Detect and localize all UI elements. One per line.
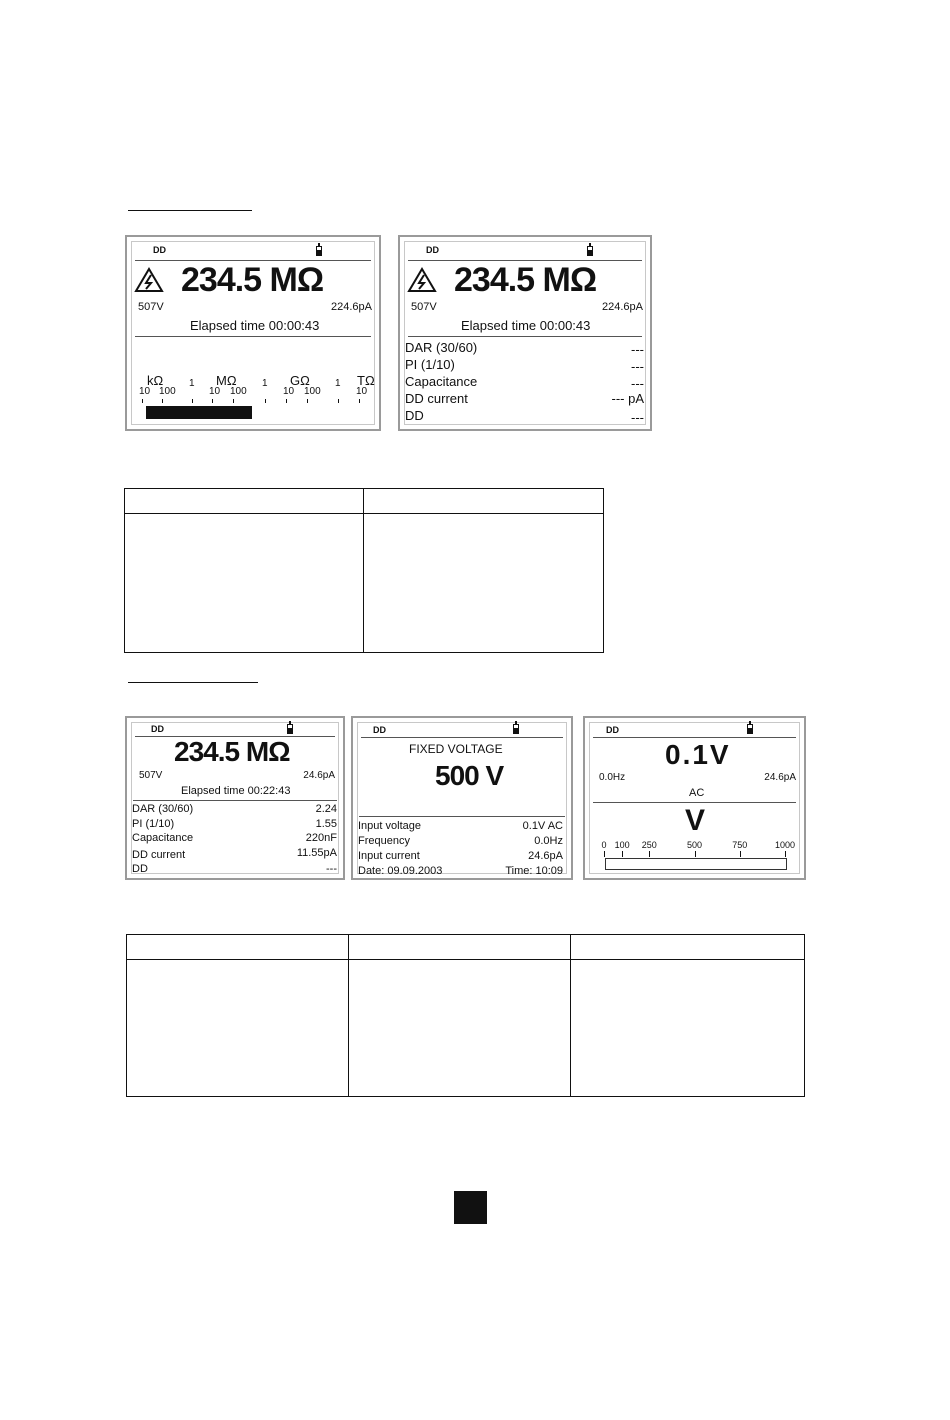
result-value: --- — [631, 376, 644, 391]
dd-indicator: DD — [153, 245, 166, 255]
high-voltage-warning-icon — [407, 267, 437, 293]
scale-tick — [265, 399, 266, 403]
result-value: --- — [631, 359, 644, 374]
section-rule-1 — [128, 210, 252, 211]
result-value: 0.0Hz — [534, 835, 563, 847]
scale-tick-label: 10 — [356, 386, 368, 397]
resistance-reading: 234.5 MΩ — [181, 261, 324, 299]
lcd-screen-fixed-voltage — [351, 716, 573, 880]
scale-tick-label: 1 — [262, 378, 268, 389]
scale-tick — [604, 851, 605, 857]
dd-indicator: DD — [151, 724, 164, 734]
caption-table-1 — [124, 488, 604, 653]
dd-indicator: DD — [606, 725, 619, 735]
voltage-reading: 0.1V — [665, 739, 731, 770]
date-display: Date: 09.09.2003 — [358, 865, 443, 877]
result-row — [132, 864, 337, 879]
scale-tick — [695, 851, 696, 857]
scale-tick-label: 10 — [139, 386, 151, 397]
section-rule-2 — [128, 682, 258, 683]
resistance-reading: 234.5 MΩ — [174, 736, 290, 767]
result-value: --- — [326, 863, 337, 875]
test-voltage: 507V — [411, 301, 437, 313]
battery-icon — [513, 724, 519, 734]
result-label: DD current — [405, 391, 468, 406]
elapsed-time: Elapsed time 00:22:43 — [181, 785, 291, 797]
battery-icon — [287, 724, 293, 734]
dd-indicator: DD — [426, 245, 439, 255]
result-label: DD — [405, 408, 424, 423]
scale-tick-label: 10 — [209, 386, 221, 397]
leakage-current: 24.6pA — [303, 770, 335, 781]
reading-divider — [133, 800, 337, 801]
scale-tick — [307, 399, 308, 403]
result-row — [358, 821, 563, 836]
result-label: DAR (30/60) — [405, 340, 478, 355]
bargraph-scale — [127, 237, 379, 429]
ac-mode-label: AC — [689, 787, 705, 799]
table-column-1 — [125, 489, 364, 652]
result-row — [405, 409, 644, 426]
scale-tick — [192, 399, 193, 403]
scale-tick-label: 1000 — [775, 840, 796, 850]
scale-tick-label: 100 — [159, 386, 176, 397]
lcd-screen-test-results — [398, 235, 652, 431]
result-row — [132, 847, 337, 865]
scale-tick-label: 100 — [614, 840, 630, 850]
caption-table-2 — [126, 934, 805, 1097]
scale-unit-label: MΩ — [216, 373, 237, 388]
scale-unit-label: kΩ — [147, 373, 164, 388]
scale-tick-label: 100 — [304, 386, 321, 397]
bargraph-fill — [146, 406, 252, 419]
result-value: 11.55pA — [296, 847, 337, 859]
scale-tick — [622, 851, 623, 857]
scale-tick — [212, 399, 213, 403]
scale-tick-label: 0 — [601, 840, 607, 850]
scale-tick — [162, 399, 163, 403]
scale-unit-label: TΩ — [357, 373, 375, 388]
result-label: DAR (30/60) — [132, 803, 194, 815]
resistance-reading: 234.5 MΩ — [454, 261, 597, 299]
scale-tick — [233, 399, 234, 403]
result-value: 2.24 — [315, 803, 337, 815]
test-voltage: 507V — [139, 770, 163, 781]
table-column-1 — [127, 935, 349, 1096]
reading-divider — [359, 816, 565, 817]
scale-tick-label: 100 — [230, 386, 247, 397]
result-row — [405, 341, 644, 358]
mode-title: FIXED VOLTAGE — [409, 742, 503, 756]
scale-unit-label: GΩ — [290, 373, 310, 388]
result-row — [405, 375, 644, 392]
scale-tick — [338, 399, 339, 403]
result-row — [358, 851, 563, 866]
scale-tick-label: 250 — [641, 840, 657, 850]
elapsed-time: Elapsed time 00:00:43 — [190, 318, 320, 333]
result-row — [132, 833, 337, 848]
scale-tick-label: 500 — [687, 840, 703, 850]
result-value: --- pA — [611, 391, 644, 406]
result-label: PI (1/10) — [132, 818, 175, 830]
result-label: Capacitance — [405, 374, 478, 389]
result-value: 220nF — [305, 832, 337, 844]
result-label: Frequency — [358, 835, 410, 847]
result-label: DD — [132, 863, 148, 875]
result-label: Input current — [358, 850, 420, 862]
table-column-2 — [348, 935, 571, 1096]
result-row — [405, 392, 644, 409]
leakage-current: 224.6pA — [602, 301, 643, 313]
current-reading: 24.6pA — [764, 772, 796, 783]
lcd-screen-voltmeter — [583, 716, 806, 880]
elapsed-time: Elapsed time 00:00:43 — [461, 318, 591, 333]
result-label: Capacitance — [132, 832, 194, 844]
scale-tick-label: 750 — [732, 840, 748, 850]
result-label: Input voltage — [358, 820, 421, 832]
lcd-screen-bargraph — [125, 235, 381, 431]
result-value: --- — [631, 410, 644, 425]
time-display: Time: 10:09 — [505, 865, 563, 877]
scale-tick-label: 10 — [283, 386, 295, 397]
scale-tick-label: 1 — [189, 378, 195, 389]
result-value: --- — [631, 342, 644, 357]
unit-label: V — [685, 804, 705, 837]
dd-indicator: DD — [373, 725, 386, 735]
frequency-reading: 0.0Hz — [599, 772, 626, 783]
result-label: DD current — [132, 849, 186, 861]
scale-tick — [785, 851, 786, 857]
reading-divider — [408, 336, 642, 337]
result-value: 24.6pA — [528, 850, 563, 862]
leakage-current: 224.6pA — [331, 301, 372, 313]
scale-tick — [649, 851, 650, 857]
scale-tick — [286, 399, 287, 403]
result-value: 0.1V AC — [522, 820, 563, 832]
scale-tick — [359, 399, 360, 403]
date-time-row — [358, 866, 563, 880]
result-row — [132, 804, 337, 819]
result-row — [358, 836, 563, 851]
page-marker-square — [454, 1191, 487, 1224]
scale-tick-label: 1 — [335, 378, 341, 389]
result-row — [405, 358, 644, 375]
voltage-scale — [585, 718, 804, 878]
voltage-bargraph-track — [605, 858, 787, 870]
test-voltage: 507V — [138, 301, 164, 313]
scale-tick — [142, 399, 143, 403]
fixed-voltage-reading: 500 V — [435, 760, 504, 791]
header-divider — [361, 737, 563, 738]
scale-tick — [740, 851, 741, 857]
lcd-screen-test-complete — [125, 716, 345, 880]
battery-icon — [587, 246, 593, 256]
result-value: 1.55 — [315, 818, 337, 830]
result-label: PI (1/10) — [405, 357, 455, 372]
